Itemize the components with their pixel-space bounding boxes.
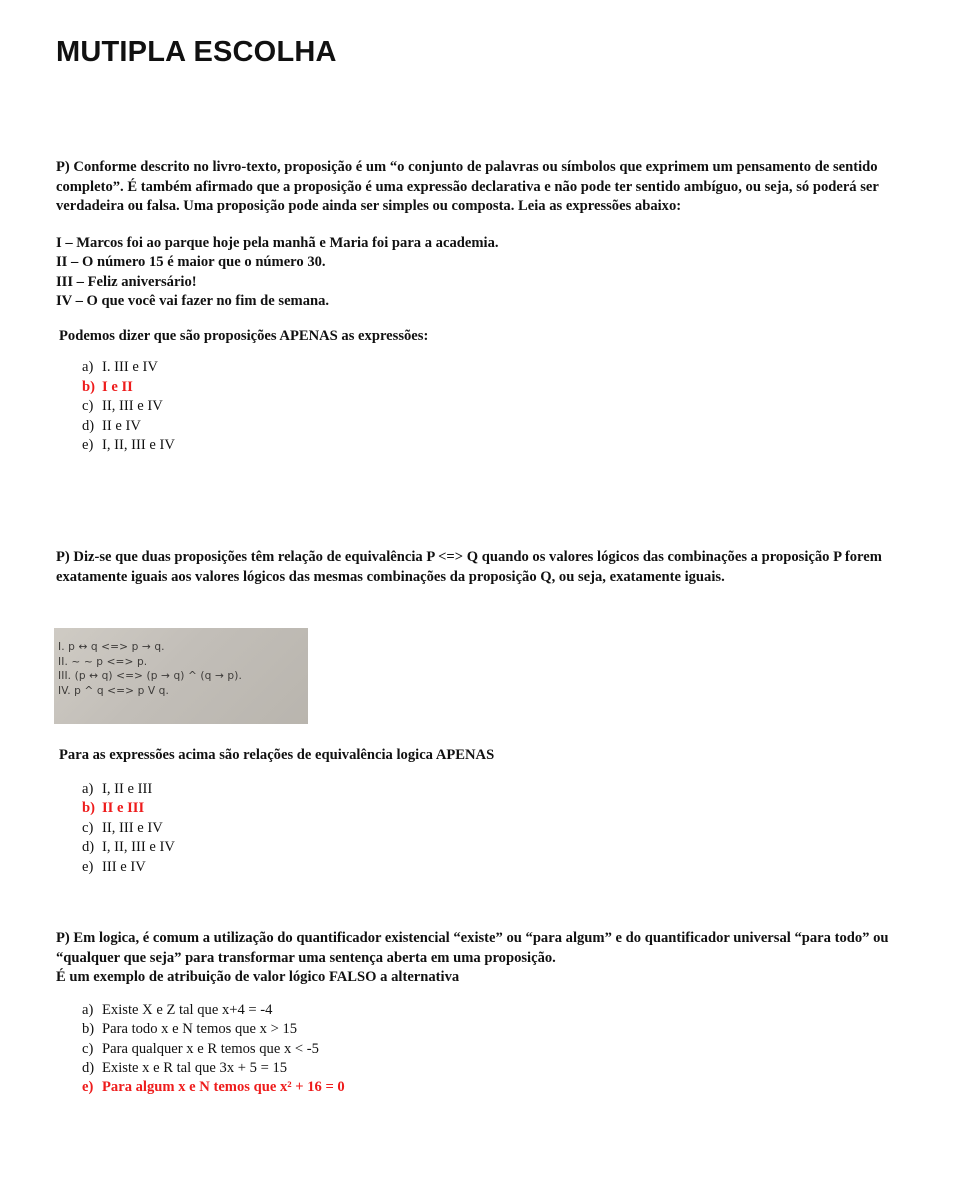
statement-item: III – Feliz aniversário! bbox=[56, 273, 197, 290]
option-a: a) I, II e III bbox=[82, 781, 153, 797]
option-b-correct: b) II e III bbox=[82, 800, 145, 817]
option-c: c) II, III e IV bbox=[82, 819, 163, 836]
question-3-text: P) Em logica, é comum a utilização do quantificador existencial “existe” ou “para algum” e do quantificador universal “para todo” ou “qualquer que seja” para transformar uma sentença aberta em uma proposição. bbox=[56, 930, 889, 966]
statement-item: IV – O que você vai fazer no fim de semana. bbox=[56, 293, 330, 309]
statement-item: II – O número 15 é maior que o número 30. bbox=[56, 254, 326, 271]
question-3 bbox=[56, 929, 916, 1098]
question-2 bbox=[56, 548, 916, 587]
question-3-options bbox=[56, 1001, 916, 1098]
option-b-correct: b) I e II bbox=[82, 378, 133, 395]
question-1-options bbox=[56, 358, 916, 455]
figure-line: II. ~ ~ p <=> p. bbox=[58, 655, 148, 668]
option-d: d) Existe x e R tal que 3x + 5 = 15 bbox=[82, 1060, 288, 1076]
page-title: MUTIPLA ESCOLHA bbox=[56, 36, 337, 68]
question-1 bbox=[56, 158, 916, 455]
option-e-correct: e) Para algum x e N temos que x² + 16 = 0 bbox=[82, 1079, 345, 1096]
question-2-options bbox=[56, 780, 916, 877]
figure-line: III. (p ↔ q) <=> (p → q) ^ (q → p). bbox=[58, 670, 242, 683]
question-2-text: P) Diz-se que duas proposições têm relação de equivalência P <=> Q quando os valores lógicos das combinações a proposição P forem exatamente iguais aos valores lógicos das mesmas combinações da proposição Q, ou seja, exatamente iguais. bbox=[56, 549, 882, 585]
question-1-text: P) Conforme descrito no livro-texto, proposição é um “o conjunto de palavras ou símbolos que exprimem um pensamento de sentido completo”. É também afirmado que a proposição é uma expressão declarativa e não pode ter sentido ambíguo, ou seja, só poderá ser verdadeira ou falsa. Uma proposição pode ainda ser simples ou composta. Leia as expressões abaixo: bbox=[56, 159, 879, 215]
question-1-prompt: Podemos dizer que são proposições APENAS as expressões: bbox=[59, 328, 429, 345]
question-2-prompt: Para as expressões acima são relações de equivalência logica APENAS bbox=[59, 747, 495, 763]
option-a: a) I. III e IV bbox=[82, 359, 158, 376]
figure-line: IV. p ^ q <=> p V q. bbox=[58, 684, 169, 697]
question-3-instruction: É um exemplo de atribuição de valor lógico FALSO a alternativa bbox=[56, 969, 460, 986]
equivalence-expressions-image bbox=[54, 628, 308, 724]
question-2-answers bbox=[56, 746, 916, 877]
option-e: e) III e IV bbox=[82, 858, 146, 875]
figure-line: I. p ↔ q <=> p → q. bbox=[58, 641, 165, 653]
question-1-statements bbox=[56, 234, 916, 312]
option-e: e) I, II, III e IV bbox=[82, 437, 175, 454]
option-b: b) Para todo x e N temos que x > 15 bbox=[82, 1021, 298, 1038]
option-d: d) I, II, III e IV bbox=[82, 839, 175, 856]
option-d: d) II e IV bbox=[82, 417, 141, 434]
option-a: a) Existe X e Z tal que x+4 = -4 bbox=[82, 1001, 273, 1018]
option-c: c) II, III e IV bbox=[82, 398, 163, 415]
statement-item: I – Marcos foi ao parque hoje pela manhã e Maria foi para a academia. bbox=[56, 234, 499, 251]
option-c: c) Para qualquer x e R temos que x < -5 bbox=[82, 1040, 319, 1057]
